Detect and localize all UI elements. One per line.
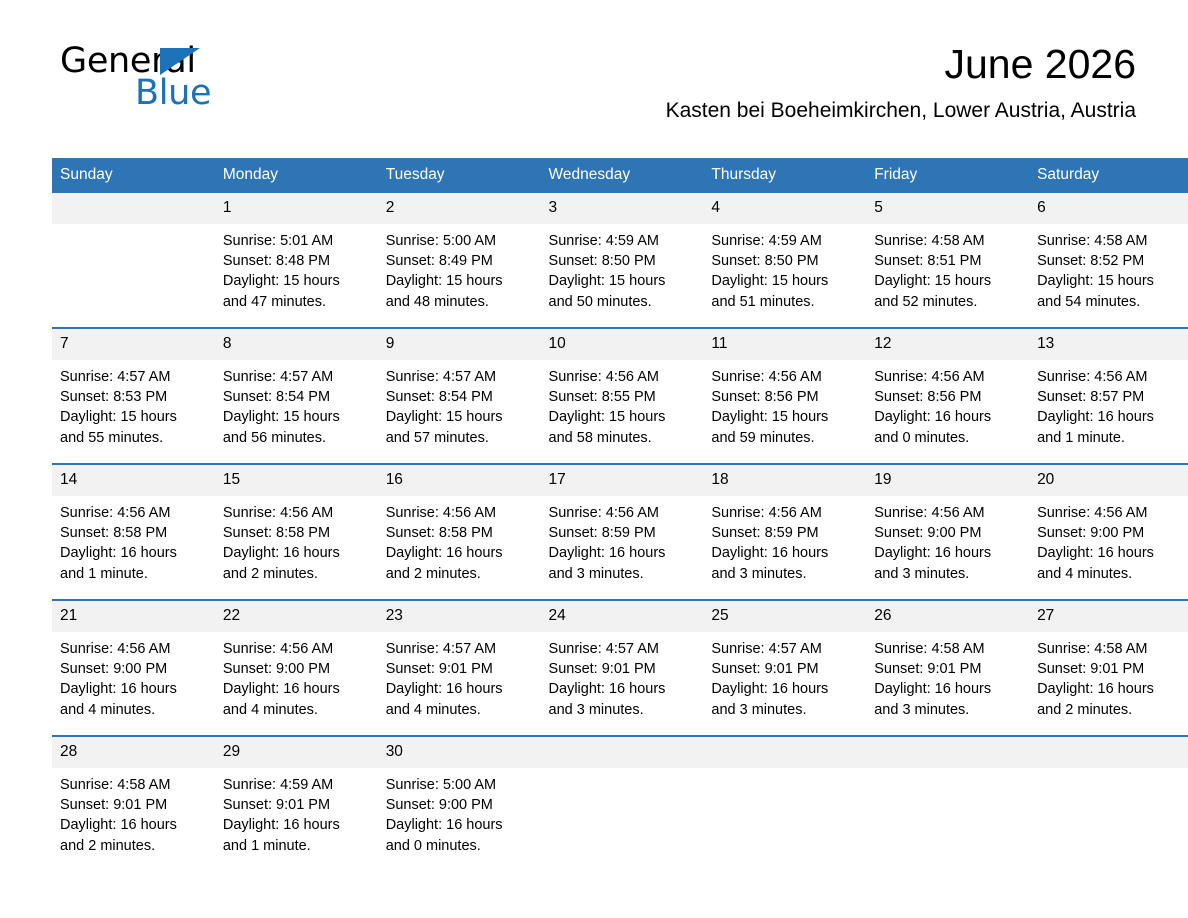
location-subtitle: Kasten bei Boeheimkirchen, Lower Austria, Austria — [665, 99, 1136, 122]
sunset-text: Sunset: 8:59 PM — [711, 525, 819, 542]
sunrise-text: Sunrise: 4:56 AM — [711, 505, 822, 521]
day-number: 27 — [1029, 601, 1188, 632]
day-details — [378, 632, 541, 720]
daylight-text-line1: Daylight: 15 hours — [711, 409, 829, 426]
daylight-text-line1: Daylight: 15 hours — [548, 409, 666, 426]
daylight-text-line1: Daylight: 15 hours — [222, 273, 340, 290]
sunrise-text: Sunrise: 4:58 AM — [1037, 233, 1148, 249]
daylight-text-line1: Daylight: 16 hours — [385, 817, 503, 834]
calendar-day-cell[interactable] — [703, 600, 866, 736]
daylight-text-line2: and 48 minutes. — [385, 293, 489, 310]
day-details — [866, 224, 1029, 312]
sunrise-text: Sunrise: 4:58 AM — [874, 233, 985, 249]
sunrise-text: Sunrise: 4:56 AM — [60, 505, 171, 521]
calendar-day-cell[interactable] — [1029, 328, 1188, 464]
calendar-week-row — [52, 464, 1188, 600]
sunset-text: Sunset: 8:51 PM — [874, 253, 982, 270]
sunrise-text: Sunrise: 5:00 AM — [385, 777, 497, 793]
daylight-text-line2: and 4 minutes. — [222, 701, 318, 718]
day-number: 19 — [866, 465, 1029, 496]
calendar-week-row — [52, 328, 1188, 464]
sunset-text: Sunset: 8:58 PM — [385, 525, 493, 542]
day-details — [703, 360, 866, 448]
sunrise-text: Sunrise: 4:59 AM — [711, 233, 822, 249]
day-number: 9 — [378, 329, 541, 360]
day-details — [378, 224, 541, 312]
daylight-text-line2: and 3 minutes. — [711, 701, 807, 718]
sunset-text: Sunset: 9:00 PM — [60, 661, 168, 678]
calendar-day-cell[interactable] — [215, 193, 378, 328]
sunset-text: Sunset: 8:56 PM — [874, 389, 982, 406]
calendar-day-cell[interactable] — [52, 600, 215, 736]
daylight-text-line2: and 4 minutes. — [1037, 565, 1133, 582]
day-number: 4 — [703, 193, 866, 224]
weekday-header-friday: Friday — [866, 158, 1029, 193]
sunset-text: Sunset: 8:50 PM — [548, 253, 656, 270]
daylight-text-line1: Daylight: 16 hours — [1037, 545, 1154, 562]
day-number: 17 — [541, 465, 704, 496]
calendar-week-row — [52, 600, 1188, 736]
daylight-text-line1: Daylight: 15 hours — [60, 409, 177, 426]
calendar-day-cell[interactable] — [215, 328, 378, 464]
daylight-text-line2: and 3 minutes. — [874, 565, 970, 582]
general-blue-logo[interactable] — [60, 42, 320, 114]
day-details — [703, 224, 866, 312]
daylight-text-line2: and 58 minutes. — [548, 429, 652, 446]
day-details — [215, 496, 378, 584]
sunset-text: Sunset: 8:48 PM — [222, 253, 331, 270]
daylight-text-line2: and 4 minutes. — [385, 701, 481, 718]
daylight-text-line1: Daylight: 15 hours — [385, 273, 503, 290]
weekday-header-thursday: Thursday — [703, 158, 866, 193]
calendar-day-cell[interactable] — [541, 600, 704, 736]
sunset-text: Sunset: 8:58 PM — [60, 525, 168, 542]
daylight-text-line2: and 2 minutes. — [222, 565, 318, 582]
daylight-text-line2: and 55 minutes. — [60, 429, 164, 446]
day-details — [1029, 496, 1188, 584]
day-details — [703, 632, 866, 720]
calendar-day-cell[interactable] — [866, 600, 1029, 736]
weekday-header-sunday: Sunday — [52, 158, 215, 193]
daylight-text-line1: Daylight: 16 hours — [222, 681, 340, 698]
sunrise-text: Sunrise: 4:57 AM — [385, 641, 497, 657]
day-details — [378, 360, 541, 448]
daylight-text-line2: and 51 minutes. — [711, 293, 815, 310]
daylight-text-line2: and 1 minute. — [60, 565, 148, 582]
daylight-text-line1: Daylight: 15 hours — [385, 409, 503, 426]
day-details — [541, 496, 704, 584]
calendar-cell-empty — [1029, 736, 1188, 857]
daylight-text-line2: and 0 minutes. — [385, 837, 481, 854]
day-number: 12 — [866, 329, 1029, 360]
day-details — [378, 496, 541, 584]
calendar-day-cell[interactable] — [378, 736, 541, 857]
day-details — [52, 632, 215, 720]
daylight-text-line2: and 2 minutes. — [385, 565, 481, 582]
day-number: 7 — [52, 329, 215, 360]
calendar-day-cell[interactable] — [52, 736, 215, 857]
calendar-cell-empty — [541, 736, 704, 857]
sunset-text: Sunset: 9:01 PM — [222, 797, 331, 814]
page-header — [52, 0, 1136, 122]
calendar-day-cell[interactable] — [1029, 464, 1188, 600]
calendar-day-cell[interactable] — [378, 193, 541, 328]
daylight-text-line2: and 0 minutes. — [874, 429, 970, 446]
calendar-cell-empty — [703, 736, 866, 857]
sunrise-text: Sunrise: 4:59 AM — [222, 777, 334, 793]
day-number: 2 — [378, 193, 541, 224]
day-number — [866, 737, 1029, 768]
day-details — [866, 360, 1029, 448]
daylight-text-line1: Daylight: 15 hours — [874, 273, 992, 290]
sunrise-text: Sunrise: 4:56 AM — [548, 369, 659, 385]
page-title: June 2026 — [944, 41, 1136, 87]
calendar-day-cell[interactable] — [52, 464, 215, 600]
daylight-text-line2: and 56 minutes. — [222, 429, 327, 446]
logo-text-blue: Blue — [135, 73, 212, 113]
calendar-day-cell[interactable] — [703, 328, 866, 464]
sunrise-text: Sunrise: 4:59 AM — [548, 233, 659, 249]
logo-text-general: General — [60, 41, 196, 81]
daylight-text-line2: and 4 minutes. — [60, 701, 156, 718]
sunset-text: Sunset: 8:53 PM — [60, 389, 168, 406]
daylight-text-line2: and 2 minutes. — [60, 837, 156, 854]
daylight-text-line1: Daylight: 16 hours — [874, 681, 992, 698]
sunset-text: Sunset: 9:01 PM — [711, 661, 819, 678]
day-details — [52, 496, 215, 584]
day-number: 22 — [215, 601, 378, 632]
daylight-text-line2: and 1 minute. — [1037, 429, 1125, 446]
day-number: 10 — [541, 329, 704, 360]
day-number: 8 — [215, 329, 378, 360]
calendar-week-row — [52, 193, 1188, 328]
day-number: 1 — [215, 193, 378, 224]
sunrise-text: Sunrise: 4:56 AM — [874, 505, 985, 521]
logo-triangle-icon — [160, 48, 200, 75]
sunset-text: Sunset: 8:54 PM — [385, 389, 493, 406]
calendar-day-cell[interactable] — [52, 328, 215, 464]
sunrise-text: Sunrise: 4:58 AM — [1037, 641, 1148, 657]
daylight-text-line2: and 3 minutes. — [874, 701, 970, 718]
sunset-text: Sunset: 9:00 PM — [385, 797, 493, 814]
daylight-text-line1: Daylight: 16 hours — [548, 681, 666, 698]
sunrise-text: Sunrise: 5:00 AM — [385, 233, 497, 249]
daylight-text-line2: and 59 minutes. — [711, 429, 815, 446]
sunset-text: Sunset: 8:54 PM — [222, 389, 331, 406]
sunrise-text: Sunrise: 4:56 AM — [222, 641, 334, 657]
sunset-text: Sunset: 8:58 PM — [222, 525, 331, 542]
title-block — [376, 40, 1136, 124]
sunrise-text: Sunrise: 4:57 AM — [548, 641, 659, 657]
day-details — [1029, 632, 1188, 720]
sunset-text: Sunset: 8:50 PM — [711, 253, 819, 270]
daylight-text-line1: Daylight: 15 hours — [548, 273, 666, 290]
day-number: 29 — [215, 737, 378, 768]
sunset-text: Sunset: 9:01 PM — [60, 797, 168, 814]
calendar-day-cell[interactable] — [541, 328, 704, 464]
daylight-text-line2: and 2 minutes. — [1037, 701, 1133, 718]
calendar-table — [52, 158, 1188, 857]
daylight-text-line1: Daylight: 16 hours — [222, 817, 340, 834]
sunrise-text: Sunrise: 4:57 AM — [60, 369, 171, 385]
day-details — [215, 360, 378, 448]
sunrise-text: Sunrise: 4:56 AM — [60, 641, 171, 657]
day-number: 15 — [215, 465, 378, 496]
daylight-text-line1: Daylight: 16 hours — [60, 817, 177, 834]
calendar-day-cell[interactable] — [866, 193, 1029, 328]
daylight-text-line1: Daylight: 16 hours — [874, 545, 992, 562]
daylight-text-line2: and 47 minutes. — [222, 293, 327, 310]
calendar-day-cell[interactable] — [378, 328, 541, 464]
calendar-day-cell[interactable] — [703, 464, 866, 600]
day-details — [378, 768, 541, 856]
daylight-text-line1: Daylight: 16 hours — [711, 681, 829, 698]
day-number — [541, 737, 704, 768]
daylight-text-line1: Daylight: 16 hours — [60, 545, 177, 562]
calendar-day-cell[interactable] — [215, 600, 378, 736]
calendar-day-cell[interactable] — [1029, 600, 1188, 736]
day-number: 30 — [378, 737, 541, 768]
calendar-day-cell[interactable] — [541, 193, 704, 328]
day-number: 16 — [378, 465, 541, 496]
day-number: 28 — [52, 737, 215, 768]
daylight-text-line1: Daylight: 15 hours — [222, 409, 340, 426]
sunrise-text: Sunrise: 4:56 AM — [874, 369, 985, 385]
day-number: 3 — [541, 193, 704, 224]
daylight-text-line1: Daylight: 16 hours — [874, 409, 992, 426]
daylight-text-line2: and 54 minutes. — [1037, 293, 1141, 310]
daylight-text-line1: Daylight: 16 hours — [385, 681, 503, 698]
day-details — [541, 224, 704, 312]
daylight-text-line2: and 50 minutes. — [548, 293, 652, 310]
sunset-text: Sunset: 9:00 PM — [1037, 525, 1145, 542]
calendar-day-cell[interactable] — [866, 328, 1029, 464]
day-details — [215, 224, 378, 312]
daylight-text-line1: Daylight: 16 hours — [1037, 681, 1154, 698]
sunset-text: Sunset: 9:01 PM — [385, 661, 493, 678]
calendar-day-cell[interactable] — [378, 600, 541, 736]
day-number: 13 — [1029, 329, 1188, 360]
day-number: 23 — [378, 601, 541, 632]
sunrise-text: Sunrise: 4:56 AM — [1037, 369, 1148, 385]
sunset-text: Sunset: 8:55 PM — [548, 389, 656, 406]
daylight-text-line1: Daylight: 16 hours — [385, 545, 503, 562]
calendar-header-row — [52, 158, 1188, 193]
day-number — [1029, 737, 1188, 768]
day-details — [541, 632, 704, 720]
sunset-text: Sunset: 8:59 PM — [548, 525, 656, 542]
day-details — [1029, 224, 1188, 312]
calendar-day-cell[interactable] — [378, 464, 541, 600]
daylight-text-line1: Daylight: 16 hours — [548, 545, 666, 562]
daylight-text-line2: and 1 minute. — [222, 837, 311, 854]
daylight-text-line1: Daylight: 16 hours — [60, 681, 177, 698]
sunrise-text: Sunrise: 4:56 AM — [222, 505, 334, 521]
day-details — [215, 768, 378, 856]
day-details — [866, 496, 1029, 584]
calendar-day-cell[interactable] — [703, 193, 866, 328]
weekday-header-saturday: Saturday — [1029, 158, 1188, 193]
sunrise-text: Sunrise: 4:58 AM — [874, 641, 985, 657]
calendar-week-row — [52, 736, 1188, 857]
sunset-text: Sunset: 9:01 PM — [548, 661, 656, 678]
day-number: 24 — [541, 601, 704, 632]
sunset-text: Sunset: 9:00 PM — [222, 661, 331, 678]
sunrise-text: Sunrise: 4:58 AM — [60, 777, 171, 793]
day-details — [866, 632, 1029, 720]
day-details — [703, 496, 866, 584]
day-number: 26 — [866, 601, 1029, 632]
day-number: 18 — [703, 465, 866, 496]
daylight-text-line2: and 3 minutes. — [548, 701, 644, 718]
calendar-day-cell[interactable] — [866, 464, 1029, 600]
day-number: 21 — [52, 601, 215, 632]
day-number: 6 — [1029, 193, 1188, 224]
daylight-text-line2: and 57 minutes. — [385, 429, 489, 446]
calendar-day-cell[interactable] — [215, 464, 378, 600]
sunset-text: Sunset: 9:01 PM — [1037, 661, 1145, 678]
weekday-header-monday: Monday — [215, 158, 378, 193]
calendar-cell-empty — [866, 736, 1029, 857]
daylight-text-line1: Daylight: 15 hours — [1037, 273, 1154, 290]
weekday-header-tuesday: Tuesday — [378, 158, 541, 193]
sunset-text: Sunset: 9:00 PM — [874, 525, 982, 542]
daylight-text-line1: Daylight: 16 hours — [711, 545, 829, 562]
sunrise-text: Sunrise: 4:56 AM — [1037, 505, 1148, 521]
sunrise-text: Sunrise: 4:56 AM — [385, 505, 497, 521]
sunrise-text: Sunrise: 4:56 AM — [711, 369, 822, 385]
sunrise-text: Sunrise: 4:56 AM — [548, 505, 659, 521]
day-details — [1029, 360, 1188, 448]
sunrise-text: Sunrise: 5:01 AM — [222, 233, 334, 249]
sunset-text: Sunset: 8:57 PM — [1037, 389, 1145, 406]
day-details — [52, 768, 215, 856]
calendar-day-cell[interactable] — [1029, 193, 1188, 328]
sunset-text: Sunset: 8:52 PM — [1037, 253, 1145, 270]
day-details — [52, 360, 215, 448]
day-details — [215, 632, 378, 720]
day-details — [541, 360, 704, 448]
weekday-header-wednesday: Wednesday — [541, 158, 704, 193]
sunrise-text: Sunrise: 4:57 AM — [711, 641, 822, 657]
daylight-text-line2: and 3 minutes. — [711, 565, 807, 582]
sunrise-text: Sunrise: 4:57 AM — [222, 369, 334, 385]
daylight-text-line1: Daylight: 16 hours — [1037, 409, 1154, 426]
calendar-body — [52, 193, 1188, 857]
daylight-text-line1: Daylight: 15 hours — [711, 273, 829, 290]
calendar-cell-empty — [52, 193, 215, 328]
calendar-day-cell[interactable] — [215, 736, 378, 857]
day-number — [703, 737, 866, 768]
day-number: 5 — [866, 193, 1029, 224]
day-number: 20 — [1029, 465, 1188, 496]
calendar-day-cell[interactable] — [541, 464, 704, 600]
sunset-text: Sunset: 9:01 PM — [874, 661, 982, 678]
sunset-text: Sunset: 8:56 PM — [711, 389, 819, 406]
day-number — [52, 193, 215, 224]
daylight-text-line2: and 3 minutes. — [548, 565, 644, 582]
sunrise-text: Sunrise: 4:57 AM — [385, 369, 497, 385]
daylight-text-line1: Daylight: 16 hours — [222, 545, 340, 562]
day-number: 14 — [52, 465, 215, 496]
day-number: 11 — [703, 329, 866, 360]
sunset-text: Sunset: 8:49 PM — [385, 253, 493, 270]
daylight-text-line2: and 52 minutes. — [874, 293, 978, 310]
day-number: 25 — [703, 601, 866, 632]
